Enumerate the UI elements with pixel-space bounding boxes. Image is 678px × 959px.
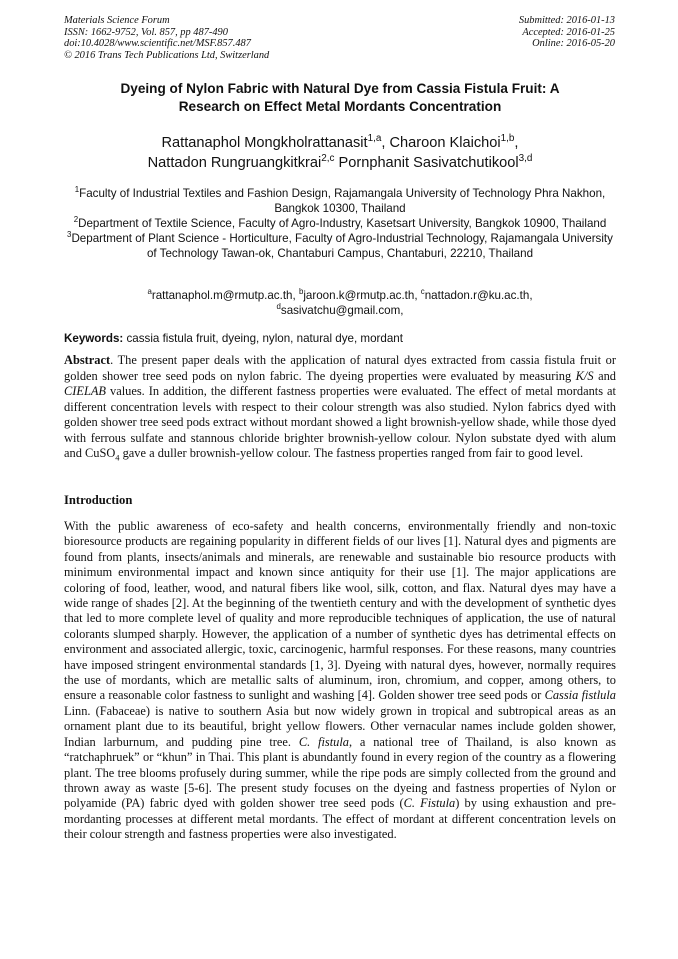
abstract [64,353,616,462]
abstract-text: gave a duller brownish-yellow colour. The fastness properties ranged from fair to good level. [119,446,584,460]
affiliation-number: 1 [74,185,80,195]
introduction-paragraph [64,519,616,843]
email-superscript: a [147,287,152,297]
email-line-1 [64,288,616,303]
abstract-text: and [593,368,616,383]
author-name: Charoon Klaichoi [389,135,501,151]
author-superscript: 1,a [367,133,382,145]
affiliation-1 [64,186,616,216]
publication-dates [519,15,615,50]
email-address: jaroon.k@rmutp.ac.th, [303,289,421,302]
affiliation-text: Department of Plant Science - Horticulture, Faculty of Agro-Industrial Technology, Rajamangala University of Technology Tawan-ok, Chantaburi Campus, Chantaburi, 22210, Thailand [71,232,613,260]
author-line-1 [64,133,616,153]
keywords-text: cassia fistula fruit, dyeing, nylon, natural dye, mordant [123,332,403,345]
email-superscript: d [276,302,281,312]
journal-name: Materials Science Forum [64,15,170,26]
intro-text: ) by using exhaustion and pre-mordanting processes at different metal mordants. The effect of mordant at different concentration levels on their colour strength and fastness properties were also investigated. [64,796,616,842]
journal-copyright: © 2016 Trans Tech Publications Ltd, Switzerland [64,49,270,61]
author-name: Nattadon Rungruangkitkrai [147,155,322,171]
email-line-2 [64,303,616,318]
author-name: Rattanaphol Mongkholrattanasit [161,135,368,151]
affiliations [64,186,616,261]
affiliation-text: Department of Textile Science, Faculty of Agro-Industry, Kasetsart University, Bangkok 10900, Thailand [78,217,607,230]
affiliation-2 [64,216,616,231]
email-list [64,288,616,318]
affiliation-number: 2 [73,215,79,225]
intro-italic: Cassia fistlula [544,688,616,703]
paper-title [64,80,616,116]
intro-text: , a national tree of Thailand, is also known as “ratchaphruek” or “khun” in Thai. This plant is abundantly found in every region of the country as a flowering plant. The tree blooms profusely during summer, while the ripe pods are simply collected from the ground and thrown away as waste [5-6]. The present study focuses on the dyeing and fastness properties of Nylon or polyamide (PA) fabric dyed with golden shower tree seed pods ( [64,734,616,811]
journal-doi: doi:10.4028/www.scientific.net/MSF.857.487 [64,38,251,49]
accepted-date: Accepted: 2016-01-25 [522,26,615,38]
journal-info [64,15,269,61]
email-superscript: c [420,287,425,297]
abstract-text: values. In addition, the different fastness properties were evaluated. The effect of metal mordants at different concentration levels with respect to their colour strength was also studied. Nylon fabrics dyed with golden shower tree seed pods extract without mordant showed a light brownish-yellow shade, while those dyed with ferrous sulfate and stannous chloride brighter brownish-yellow colour. Nylon substate dyed with alum and CuSO [64,384,616,460]
keywords [64,332,616,346]
journal-issn: ISSN: 1662-9752, Vol. 857, pp 487-490 [64,26,228,38]
author-name: Pornphanit Sasivatchutikool [338,155,519,171]
title-line-1: Dyeing of Nylon Fabric with Natural Dye from Cassia Fistula Fruit: A [120,81,560,96]
email-address: rattanaphol.m@rmutp.ac.th, [151,289,299,302]
author-superscript: 1,b [500,133,515,145]
author-superscript: 2,c [321,153,335,165]
email-address: nattadon.r@ku.ac.th, [424,289,533,302]
abstract-label: Abstract [64,353,111,367]
author-list [64,133,616,173]
keywords-label: Keywords: [64,332,124,345]
affiliation-number: 3 [67,230,72,240]
author-separator: , [381,135,390,151]
email-address: sasivatchu@gmail.com, [280,304,404,317]
submitted-date: Submitted: 2016-01-13 [518,15,615,26]
email-superscript: b [298,287,304,297]
intro-italic: C. Fistula [403,796,456,811]
introduction-heading: Introduction [64,493,133,507]
author-line-2 [64,153,616,173]
intro-text: Linn. (Fabaceae) is native to southern Asia but now widely grown in tropical and subtropical areas as an ornament plant due to its beautiful, bright yellow flowers. Other vernacular names include golden shower, Indian larburnum, and pudding pine tree. [64,703,616,749]
abstract-subscript: 4 [115,452,120,463]
title-line-2: Research on Effect Metal Mordants Concentration [178,99,502,114]
abstract-text: . The present paper deals with the application of natural dyes extracted from cassia fistula fruit or golden shower tree seed pods on nylon fabric. The dyeing properties were evaluated by measuring [64,353,616,383]
affiliation-text: Faculty of Industrial Textiles and Fashion Design, Rajamangala University of Technology Phra Nakhon, Bangkok 10300, Thailand [79,187,606,215]
abstract-italic-ks: K/S [575,368,594,383]
online-date: Online: 2016-05-20 [532,38,615,49]
author-superscript: 3,d [518,153,533,165]
intro-italic: C. fistula [298,734,349,749]
author-separator: , [514,135,519,151]
affiliation-3 [64,231,616,261]
intro-text: With the public awareness of eco-safety and health concerns, environmentally friendly and non-toxic bioresource products are regaining popularity in different fields of our lives [1]. Natural dyes and pigments are found from plants, insects/animals and minerals, are renewable and sustainable bio resource products with minimum environmental impact and known since antiquity for their use [1]. The major applications are coloring of food, leather, wood, and natural fibers like wool, silk, cotton, and flax. Natural dyes may have a wide range of shades [2]. At the beginning of the twentieth century and with the development of synthetic dyes that led to more complete level of quality and more reproducible techniques of application, the use of natural colorants slumped sharply. However, the application of a number of synthetic dyes has detrimental effects on environment and associated allergic, toxic, carcinogenic, harmful responses. For these reasons, many countries have imposed stringent environmental standards [1, 3]. Dyeing with natural dyes, however, normally requires the use of mordants, which are metallic salts of aluminum, iron, chromium, and copper, among others, to ensure a reasonable color fastness to sunlight and washing [4]. Golden shower tree seed pods or [64,519,616,703]
abstract-italic-cielab: CIELAB [64,384,106,398]
